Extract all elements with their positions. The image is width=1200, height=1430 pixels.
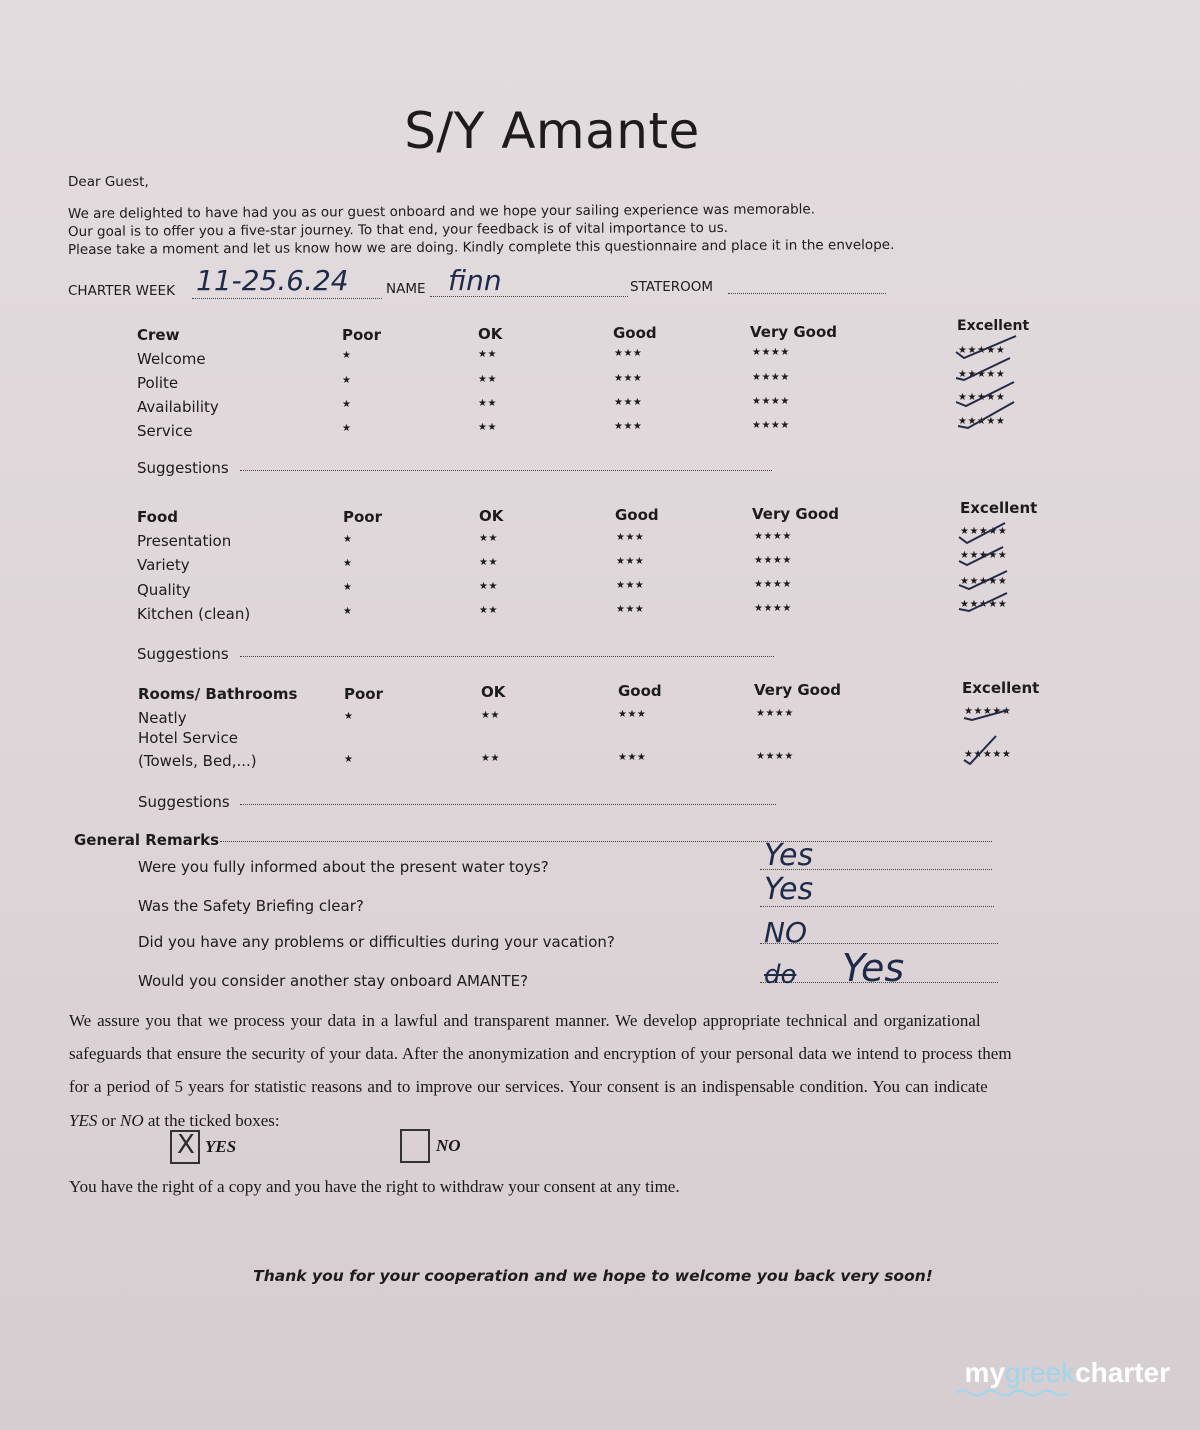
food-presentation-ok[interactable]: ★★	[479, 533, 498, 544]
food-col-excellent: Excellent	[960, 499, 1038, 517]
crew-service-very-good[interactable]: ★★★★	[752, 420, 790, 431]
rooms-neatly-good[interactable]: ★★★	[618, 709, 647, 720]
stateroom-label: STATEROOM	[630, 279, 714, 295]
crew-item-service: Service	[137, 422, 193, 440]
consent-no-label: NO	[436, 1136, 461, 1155]
general-remarks-label: General Remarks	[74, 831, 219, 849]
food-item-kitchen: Kitchen (clean)	[137, 605, 251, 623]
question-problems: Did you have any problems or difficulties during your vacation?	[138, 933, 615, 951]
consent-line-3: for a period of 5 years for statistic reasons and to improve our services. Your consent is an indispensable condition. You can indicate	[69, 1077, 988, 1096]
rooms-neatly-excellent[interactable]: ★★★★★	[964, 706, 1012, 717]
consent-line-4-rest: at the ticked boxes:	[147, 1111, 280, 1130]
charter-week-line	[192, 298, 382, 299]
rooms-hotel-service-very-good[interactable]: ★★★★	[756, 751, 794, 762]
crew-polite-good[interactable]: ★★★	[614, 373, 643, 384]
thank-you-message: Thank you for your cooperation and we hope to welcome you back very soon!	[253, 1267, 933, 1285]
crew-excellent-check-marks	[952, 318, 1032, 438]
crew-welcome-poor[interactable]: ★	[342, 350, 352, 361]
crew-welcome-ok[interactable]: ★★	[478, 349, 497, 360]
crew-availability-excellent[interactable]: ★★★★★	[958, 392, 1006, 403]
rooms-col-excellent: Excellent	[962, 679, 1040, 697]
food-variety-very-good[interactable]: ★★★★	[754, 555, 792, 566]
food-variety-good[interactable]: ★★★	[616, 556, 645, 567]
rooms-col-ok: OK	[481, 683, 506, 701]
name-label: NAME	[386, 281, 426, 297]
food-col-ok: OK	[479, 507, 504, 525]
food-item-variety: Variety	[137, 556, 190, 574]
food-item-presentation: Presentation	[137, 532, 232, 550]
crew-service-poor[interactable]: ★	[342, 423, 352, 434]
crew-service-ok[interactable]: ★★	[478, 422, 497, 433]
crew-item-polite: Polite	[137, 374, 179, 392]
food-kitchen-poor[interactable]: ★	[343, 606, 353, 617]
food-presentation-very-good[interactable]: ★★★★	[754, 531, 792, 542]
food-quality-good[interactable]: ★★★	[616, 580, 645, 591]
food-item-quality: Quality	[137, 581, 191, 599]
food-kitchen-excellent[interactable]: ★★★★★	[960, 599, 1008, 610]
answer-problems[interactable]: NO	[764, 916, 807, 949]
crew-availability-very-good[interactable]: ★★★★	[752, 396, 790, 407]
answer-another-stay[interactable]: Yes	[842, 946, 905, 990]
consent-yes-check-mark: X	[177, 1130, 195, 1160]
rooms-neatly-poor[interactable]: ★	[344, 711, 354, 722]
consent-no-word: NO	[120, 1111, 144, 1130]
rooms-hotel-service-ok[interactable]: ★★	[481, 753, 500, 764]
food-quality-poor[interactable]: ★	[343, 582, 353, 593]
food-quality-excellent[interactable]: ★★★★★	[960, 576, 1008, 587]
crew-availability-ok[interactable]: ★★	[478, 398, 497, 409]
rooms-hotel-service-excellent[interactable]: ★★★★★	[964, 749, 1012, 760]
crew-welcome-good[interactable]: ★★★	[614, 348, 643, 359]
crew-polite-excellent[interactable]: ★★★★★	[958, 369, 1006, 380]
answer-another-stay-struck: do	[764, 960, 797, 990]
consent-yes-checkbox[interactable]	[170, 1130, 200, 1164]
food-variety-ok[interactable]: ★★	[479, 557, 498, 568]
consent-yes-word: YES	[69, 1111, 98, 1130]
consent-yes-label: YES	[205, 1137, 237, 1156]
crew-polite-very-good[interactable]: ★★★★	[752, 372, 790, 383]
food-variety-poor[interactable]: ★	[343, 558, 353, 569]
intro-line-2: Our goal is to offer you a five-star journey. To that end, your feedback is of vital importance to us.	[67, 219, 729, 240]
rooms-item-hotel-service: Hotel Service	[138, 729, 238, 747]
logo-part-charter: charter	[1075, 1357, 1170, 1388]
rooms-excellent-check-marks	[960, 700, 1020, 770]
rooms-suggestions-label: Suggestions	[138, 793, 230, 811]
food-quality-very-good[interactable]: ★★★★	[754, 579, 792, 590]
crew-polite-poor[interactable]: ★	[342, 375, 352, 386]
consent-no-checkbox[interactable]	[400, 1129, 430, 1163]
page-title: S/Y Amante	[404, 102, 700, 160]
rooms-col-very-good: Very Good	[754, 681, 842, 699]
stateroom-field[interactable]	[728, 293, 886, 294]
answer-safety-briefing[interactable]: Yes	[764, 872, 814, 907]
food-suggestions-label: Suggestions	[137, 645, 229, 663]
crew-service-excellent[interactable]: ★★★★★	[958, 416, 1006, 427]
rooms-header: Rooms/ Bathrooms	[138, 685, 298, 703]
question-safety-briefing: Was the Safety Briefing clear?	[138, 897, 364, 915]
consent-rights: You have the right of a copy and you have the right to withdraw your consent at any time.	[69, 1177, 680, 1196]
food-header: Food	[137, 508, 178, 526]
consent-or-word: or	[101, 1111, 116, 1130]
rooms-col-good: Good	[618, 682, 662, 700]
rooms-neatly-very-good[interactable]: ★★★★	[756, 708, 794, 719]
rooms-neatly-ok[interactable]: ★★	[481, 710, 500, 721]
name-field[interactable]: finn	[448, 264, 502, 297]
food-kitchen-very-good[interactable]: ★★★★	[754, 603, 792, 614]
crew-availability-poor[interactable]: ★	[342, 399, 352, 410]
crew-availability-good[interactable]: ★★★	[614, 397, 643, 408]
food-col-very-good: Very Good	[752, 505, 840, 523]
logo-part-my: my	[964, 1357, 1006, 1388]
question-water-toys: Were you fully informed about the present water toys?	[138, 858, 549, 876]
food-variety-excellent[interactable]: ★★★★★	[960, 550, 1008, 561]
food-presentation-poor[interactable]: ★	[343, 534, 353, 545]
answer-water-toys[interactable]: Yes	[764, 838, 814, 873]
question-another-stay: Would you consider another stay onboard AMANTE?	[138, 972, 529, 990]
rooms-col-poor: Poor	[344, 685, 384, 703]
food-excellent-check-marks	[955, 515, 1025, 625]
charter-week-label: CHARTER WEEK	[68, 283, 175, 299]
food-kitchen-ok[interactable]: ★★	[479, 605, 498, 616]
intro-line-1: We are delighted to have had you as our guest onboard and we hope your sailing experience was memorable.	[67, 201, 816, 222]
general-remarks-field[interactable]	[220, 841, 992, 842]
crew-header: Crew	[137, 326, 180, 344]
rooms-suggestions-field[interactable]	[240, 804, 776, 805]
greeting: Dear Guest,	[68, 174, 149, 190]
food-presentation-excellent[interactable]: ★★★★★	[960, 526, 1008, 537]
crew-col-poor: Poor	[342, 326, 382, 344]
rooms-hotel-service-poor[interactable]: ★	[344, 754, 354, 765]
crew-item-welcome: Welcome	[137, 350, 206, 368]
food-quality-ok[interactable]: ★★	[479, 581, 498, 592]
logo-wave-icon	[956, 1388, 1074, 1398]
rooms-item-neatly: Neatly	[138, 709, 187, 727]
crew-suggestions-label: Suggestions	[137, 459, 229, 477]
crew-service-good[interactable]: ★★★	[614, 421, 643, 432]
crew-col-excellent: Excellent	[957, 318, 1030, 334]
crew-welcome-excellent[interactable]: ★★★★★	[958, 345, 1006, 356]
crew-col-very-good: Very Good	[750, 323, 838, 341]
crew-item-availability: Availability	[137, 398, 219, 416]
logo-part-greek: greek	[1005, 1357, 1076, 1388]
rooms-hotel-service-good[interactable]: ★★★	[618, 752, 647, 763]
food-col-poor: Poor	[343, 508, 383, 526]
consent-line-1: We assure you that we process your data in a lawful and transparent manner. We develop appropriate technical and organizational	[69, 1011, 981, 1030]
food-presentation-good[interactable]: ★★★	[616, 532, 645, 543]
mygreekcharter-logo	[965, 1357, 1170, 1389]
crew-welcome-very-good[interactable]: ★★★★	[752, 347, 790, 358]
crew-col-ok: OK	[478, 325, 503, 343]
food-col-good: Good	[615, 506, 659, 524]
crew-col-good: Good	[613, 324, 657, 342]
food-kitchen-good[interactable]: ★★★	[616, 604, 645, 615]
rooms-item-towels-bed: (Towels, Bed,...)	[138, 752, 257, 770]
food-suggestions-field[interactable]	[240, 656, 774, 657]
consent-line-2: safeguards that ensure the security of your data. After the anonymization and encryption of your personal data we intend to process them	[69, 1044, 1012, 1063]
intro-line-3: Please take a moment and let us know how we are doing. Kindly complete this questionnaire and place it in the envelope.	[67, 236, 895, 258]
crew-suggestions-field[interactable]	[240, 470, 772, 471]
crew-polite-ok[interactable]: ★★	[478, 374, 497, 385]
charter-week-field[interactable]: 11-25.6.24	[196, 264, 349, 297]
